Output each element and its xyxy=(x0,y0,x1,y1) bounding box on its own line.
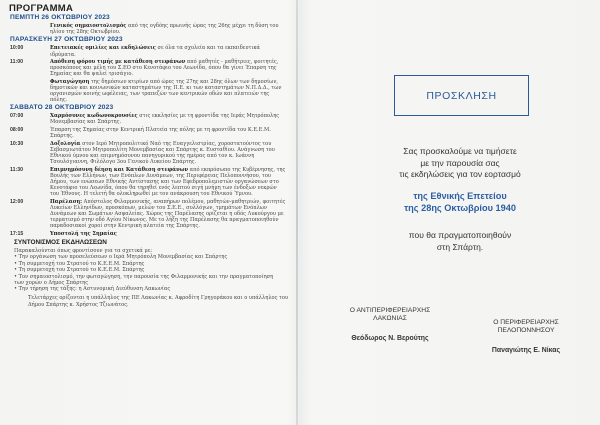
signatory-role: Ο ΠΕΡΙΦΕΡΕΙΑΡΧΗΣ xyxy=(493,319,559,326)
program-row xyxy=(6,113,290,125)
program-row xyxy=(6,45,290,57)
invitation-panel xyxy=(300,0,600,425)
signatory-name: Παναγιώτης Ε. Νίκας xyxy=(491,346,561,354)
event-description: Γενικός σημαιοστολισμός από της ογδόης πρωινής ώρας της 26ης μέχρι τη δύση του ηλίου της 28ης Οκτωβρίου. xyxy=(50,23,279,36)
coordination-list xyxy=(6,248,290,293)
event-time: 11:30 xyxy=(10,166,23,173)
event-time: 17:15 xyxy=(10,230,24,237)
list-item: • Την οργάνωση των προσελεύσεων ο Ιερά Μητρόπολη Μονεμβασίας και Σπάρτης xyxy=(14,254,228,261)
program-row xyxy=(6,167,290,197)
location-text xyxy=(320,230,600,253)
event-name xyxy=(320,190,600,214)
list-item: • Την τήρηση της τάξης: η Αστυνομική Διεύθυνση Λακωνίας xyxy=(14,286,171,293)
event-time: 11:00 xyxy=(10,59,23,66)
program-title: ΠΡΟΓΡΑΜΜΑ xyxy=(9,3,74,14)
event-time xyxy=(6,23,32,35)
event-time: 10:30 xyxy=(10,140,24,147)
event-description: Έπαρση της Σημαίας στην Κεντρική Πλατεία της πόλης με τη φροντίδα του Κ.Ε.Ε.Μ. Σπάρτης. xyxy=(50,126,271,139)
signatory-name: Θεόδωρος Ν. Βερούτης xyxy=(351,334,429,342)
signatory-role: ΠΕΛΟΠΟΝΝΗΣΟΥ xyxy=(497,327,555,335)
event-description: Επιμνημόσυνη δέηση και Κατάθεση στεφάνων από εκπρόσωπο της Κυβέρνησης, της Βουλής των Ελλήνων, των Ενόπλων Δυνάμεων, της Περιφέρειας Πελοποννήσου, του Δήμου, των ενώσεων Εθνικής Αντίστασης και των Εφεδροπολεμιστών οργανώσεων στο Κενοτάφιο του Λεωνίδα, όπου θα τηρηθεί ενός λεπτού σιγή μνήμη των ένδοξων νεκρών του Έθνους. Η τελετή θα ολοκληρωθεί με τον ανάκρουση του Εθνικού Ύμνου. xyxy=(50,166,286,197)
program-row xyxy=(6,141,290,165)
program-row xyxy=(6,231,290,237)
invitation-line: με την παρουσία σας xyxy=(420,157,500,168)
signatory-governor xyxy=(456,319,596,355)
signatory-role: ΛΑΚΩΝΙΑΣ xyxy=(373,315,407,323)
coordination-intro: Παρακαλούνται όπως φροντίσουν για τα σχετικά με: xyxy=(14,247,153,254)
invitation-line: Σας προσκαλούμε να τιμήσετε xyxy=(403,146,517,156)
event-subnote: Φωταγώγηση της δημόσιων κτιρίων από ώρες της 27ης και 28ης όλων των δημοσίων, δημοτικών και κοινωνικών καταστημάτων της Π.Ε. κι των καταστημάτων Ν.Π.Δ.Δ., των οργανισμών κοινής ωφέλειας, των τραπεζών των κεντρικών οδών και πλατειών της πόλης. xyxy=(50,78,282,103)
list-item: • Τη συμμετοχή του Στρατού το Κ.Ε.Ε.Μ. Σπάρτης xyxy=(14,267,145,274)
event-description: Παρέλαση: Απόστολος Φιλαρμονικής, αναπήρων πολέμου, μαθητών-μαθητριών, φοιτητές Λυκείων Ελληνίδων, προσκόπων, μελών του Σ.Ε.Ε., συλλόγων, τμημάτων Ενόπλων Δυνάμεων και Σωμάτων Ασφαλείας. Χώρος της Παρέλασης ορίζεται η οδός Λυκούργου με τερματισμό στην οδό Αγίου Νίκωνος. Με το λήξη της Παρέλασης θα πραγματοποιηθούν παραδοσιακοί χοροί στην Κεντρική πλατεία της Σπάρτης. xyxy=(50,198,286,229)
signatory-deputy-governor xyxy=(320,307,460,343)
event-time: 10:00 xyxy=(10,45,24,52)
event-description: Απόθεση φόρου τιμής με κατάθεση στεφάνων από μαθητές - μαθήτριες, φοιτητές, προσκόπους και μέλη του Σ.ΕΟ στο Κενοτάφιο του Λεωνίδα, όπου θα γίνει Έπαρση της Σημαίας και θα ψαλεί τρισάγιο. Φωταγώγηση της δημόσιων κτιρίων από ώρες της 27ης και 28ης όλων των δημοσίων, δημοτικών και κοινωνικών καταστημάτων της Π.Ε. κι των καταστημάτων Ν.Π.Δ.Δ., των οργανισμών κοινής ωφέλειας, των τραπεζών των κεντρικών οδών και πλατειών της πόλης. xyxy=(32,59,290,103)
program-panel xyxy=(6,3,290,421)
day-heading: ΠΕΜΠΤΗ 26 ΟΚΤΩΒΡΙΟΥ 2023 xyxy=(10,14,110,22)
event-description: Δοξολογία στον Ιερό Μητροπολιτικό Ναό της Ευαγγελιστρίας, χοροστατούντος του Σεβασμιωτάτου Μητροπολίτη Μονεμβασίας και Σπάρτης κ. Ευσταθίου. Ανάγνωση του Εθνικού ύμνου και επιμνημόσυνου πανηγυρικού της ημέρας από τον κ. Ιωάννη Τσουλόγιαννη, Φιλόλογο 3ου Γενικού Λυκείου Σπάρτης. xyxy=(50,140,275,165)
invitation-line: τις εκδηλώσεις για τον εορτασμό xyxy=(399,169,521,179)
event-description: Επετειακές ομιλίες και εκδηλώσεις σε όλα τα σχολεία και τα εκπαιδευτικά ιδρύματα. xyxy=(50,45,260,58)
list-item: • Τον σημαιοστολισμό, την φωταγώγηση, την παρουσία της Φιλαρμονικής και την πραγματοποίηση των χορών ο Δήμος Σπάρτης xyxy=(14,273,274,286)
invitation-title: ΠΡΟΣΚΛΗΣΗ xyxy=(426,89,497,102)
day-heading: ΣΑΒΒΑΤΟ 28 ΟΚΤΩΒΡΙΟΥ 2023 xyxy=(10,103,114,111)
event-time: 07:00 xyxy=(10,113,24,119)
program-row xyxy=(6,127,290,139)
fold-line xyxy=(296,0,298,425)
list-item: • Τη συμμετοχή του Στρατού το Κ.Ε.Ε.Μ. Σπάρτης xyxy=(14,260,145,267)
event-line: της 28ης Οκτωβρίου 1940 xyxy=(404,203,516,213)
invitation-text xyxy=(320,146,600,181)
event-description: Χαρμόσυνες κωδωνοκρουσίες στις εκκλησίες με τη φροντίδα της Ιεράς Μητρόπολης Μονεμβασίας και Σπάρτης. xyxy=(50,113,280,126)
invitation-title-box xyxy=(394,75,529,116)
location-line: που θα πραγματοποιηθούν xyxy=(408,230,512,240)
day-heading: ΠΑΡΑΣΚΕΥΗ 27 ΟΚΤΩΒΡΙΟΥ 2023 xyxy=(10,36,123,44)
program-row xyxy=(6,23,290,35)
coordination-title: ΣΥΝΤΟΝΙΣΜΟΣ ΕΚΔΗΛΩΣΕΩΝ xyxy=(14,238,107,246)
event-time: 08:00 xyxy=(10,126,24,133)
location-line: στη Σπάρτη. xyxy=(436,241,484,252)
event-description: Υποστολή της Σημαίας xyxy=(50,230,117,237)
event-line: της Εθνικής Επετείου xyxy=(413,191,507,201)
event-time: 12:00 xyxy=(10,198,24,205)
signatory-role: Ο ΑΝΤΙΠΕΡΙΦΕΡΕΙΑΡΧΗΣ xyxy=(349,307,431,314)
masters-of-ceremony: Τελετάρχες ορίζονται η υπάλληλος της ΠΕ Λακωνίας κ. Αφροδίτη Γρηγοράκου και ο υπάλληλος του Δήμου Σπάρτης κ. Χρήστος Τζιωνάτος. xyxy=(28,295,289,308)
program-row xyxy=(6,59,290,103)
program-row xyxy=(6,199,290,229)
